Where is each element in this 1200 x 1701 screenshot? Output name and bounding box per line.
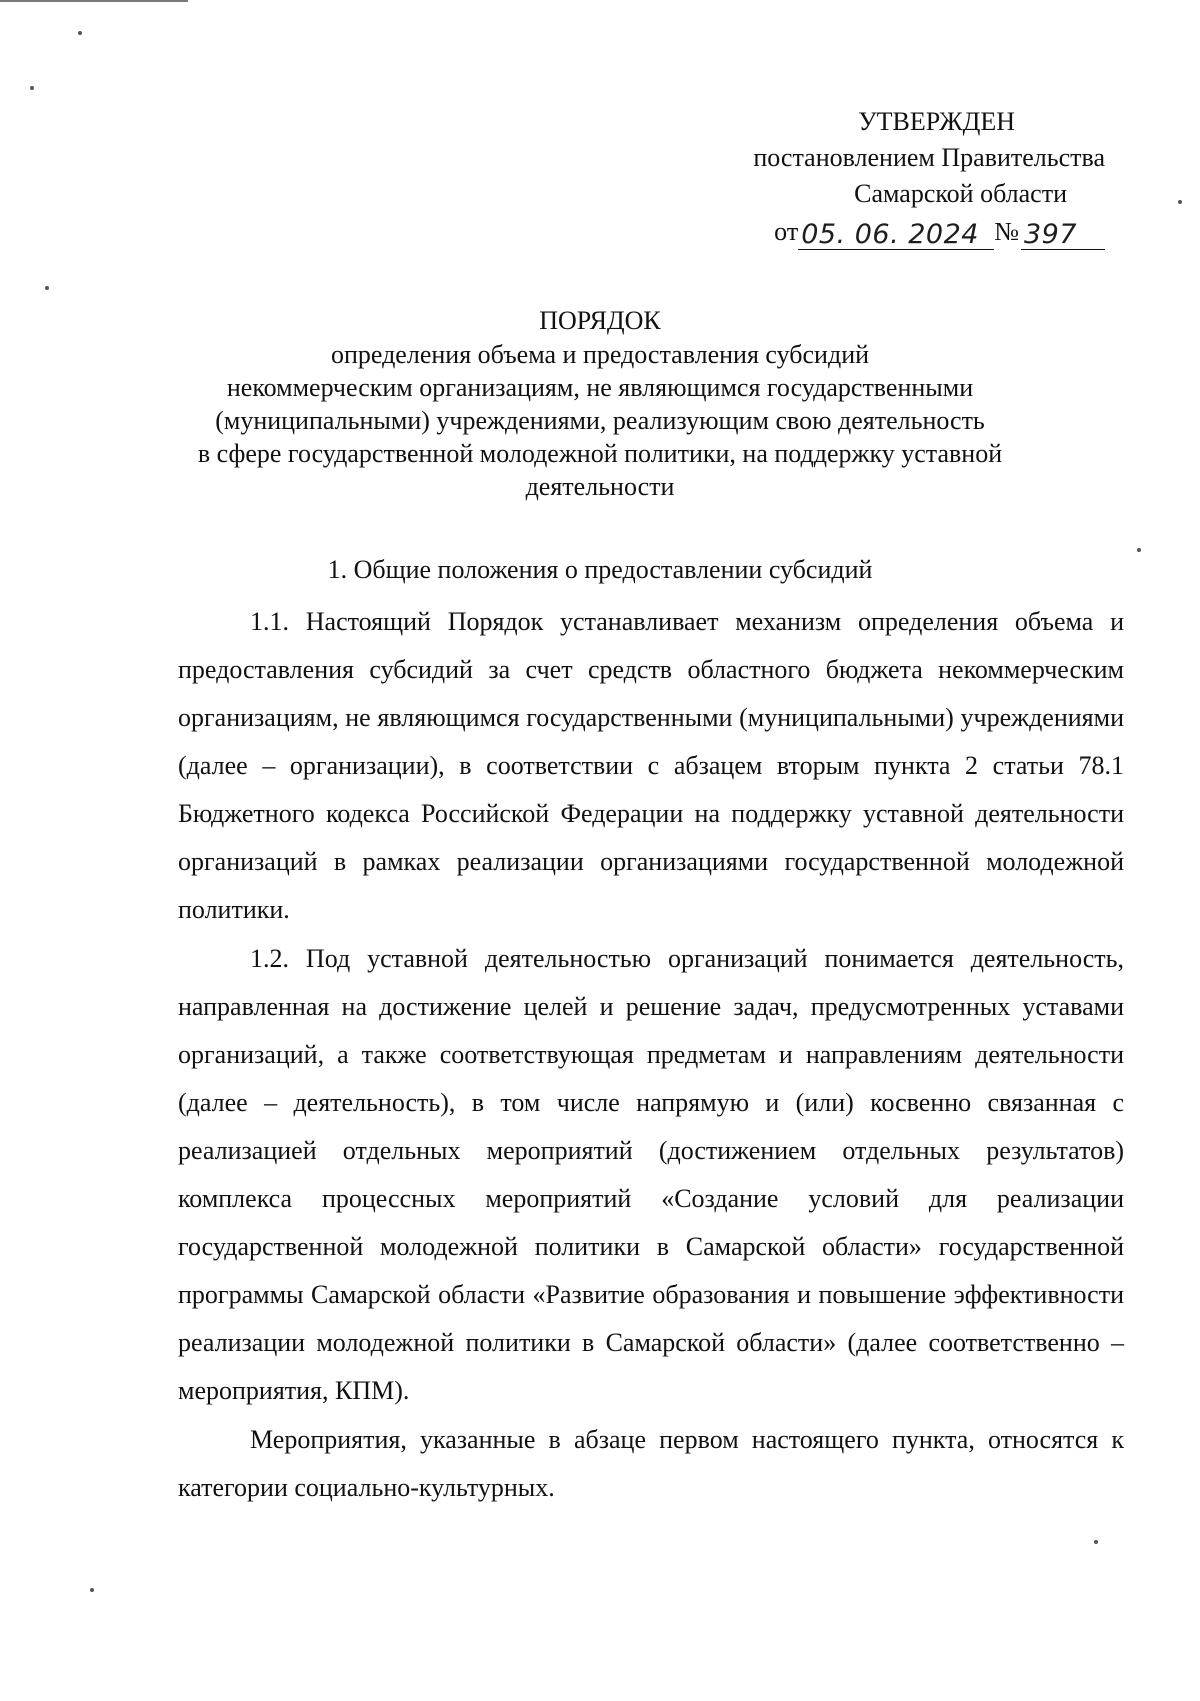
paragraph-events-category: Мероприятия, указанные в абзаце первом настоящего пункта, относятся к категории социально-культурных.: [178, 1425, 1124, 1502]
scan-dot: [30, 86, 34, 90]
scan-edge-line: [0, 0, 188, 2]
approval-title: УТВЕРЖДЕН: [858, 107, 1015, 136]
scan-dot: [78, 31, 82, 35]
document-subtitle-line: в сфере государственной молодежной политики, на поддержку уставной: [197, 439, 1003, 468]
paragraph-1-2: 1.2. Под уставной деятельностью организаций понимается деятельность, направленная на достижение целей и решение задач, предусмотренных уставами организаций, а также соответствующая предметам и направлениям деятельности (далее – деятельность), в том числе напрямую и (или) косвенно связанная с реализацией отдельных мероприятий (достижением отдельных результатов) комплекса процессных мероприятий «Создание условий для реализации государственной молодежной политики в Самарской области» государственной программы Самарской области «Развитие образования и повышение эффективности реализации молодежной политики в Самарской области» (далее соответственно – мероприятия, КПМ).: [178, 944, 1124, 1405]
scan-dot: [1178, 200, 1182, 204]
scan-dot: [1094, 1540, 1098, 1544]
document-subtitle-line: некоммерческим организациям, не являющимся государственными: [226, 373, 974, 402]
scan-dot: [1137, 548, 1141, 552]
scan-dot: [45, 286, 49, 290]
approval-region: Самарской области: [854, 179, 1067, 208]
approval-block: [685, 104, 1105, 250]
document-subtitle-line: деятельности: [525, 472, 675, 501]
document-subtitle-line: определения объема и предоставления субсидий: [330, 340, 870, 369]
date-prefix: от: [774, 217, 799, 246]
scan-dot: [90, 1588, 94, 1592]
document-heading: [180, 304, 1020, 503]
paragraph-1-1: 1.1. Настоящий Порядок устанавливает механизм определения объема и предоставления субсидий за счет средств областного бюджета некоммерческим организациям, не являющимся государственными (муниципальными) учреждениями (далее – организации), в соответствии с абзацем вторым пункта 2 статьи 78.1 Бюджетного кодекса Российской Федерации на поддержку уставной деятельности организаций в рамках реализации организациями государственной молодежной политики.: [178, 607, 1124, 924]
document-heading-title: ПОРЯДОК: [539, 306, 661, 335]
document-body: [178, 598, 1124, 1512]
approval-date-number-line: [685, 214, 1105, 250]
number-prefix: №: [994, 217, 1019, 246]
section-title: 1. Общие положения о предоставлении субсидий: [327, 555, 873, 584]
approval-authority: постановлением Правительства: [753, 143, 1105, 172]
document-subtitle-line: (муниципальными) учреждениями, реализующим свою деятельность: [215, 406, 985, 435]
handwritten-date: 05. 06. 2024: [798, 221, 994, 250]
handwritten-number: 397: [1021, 221, 1105, 250]
